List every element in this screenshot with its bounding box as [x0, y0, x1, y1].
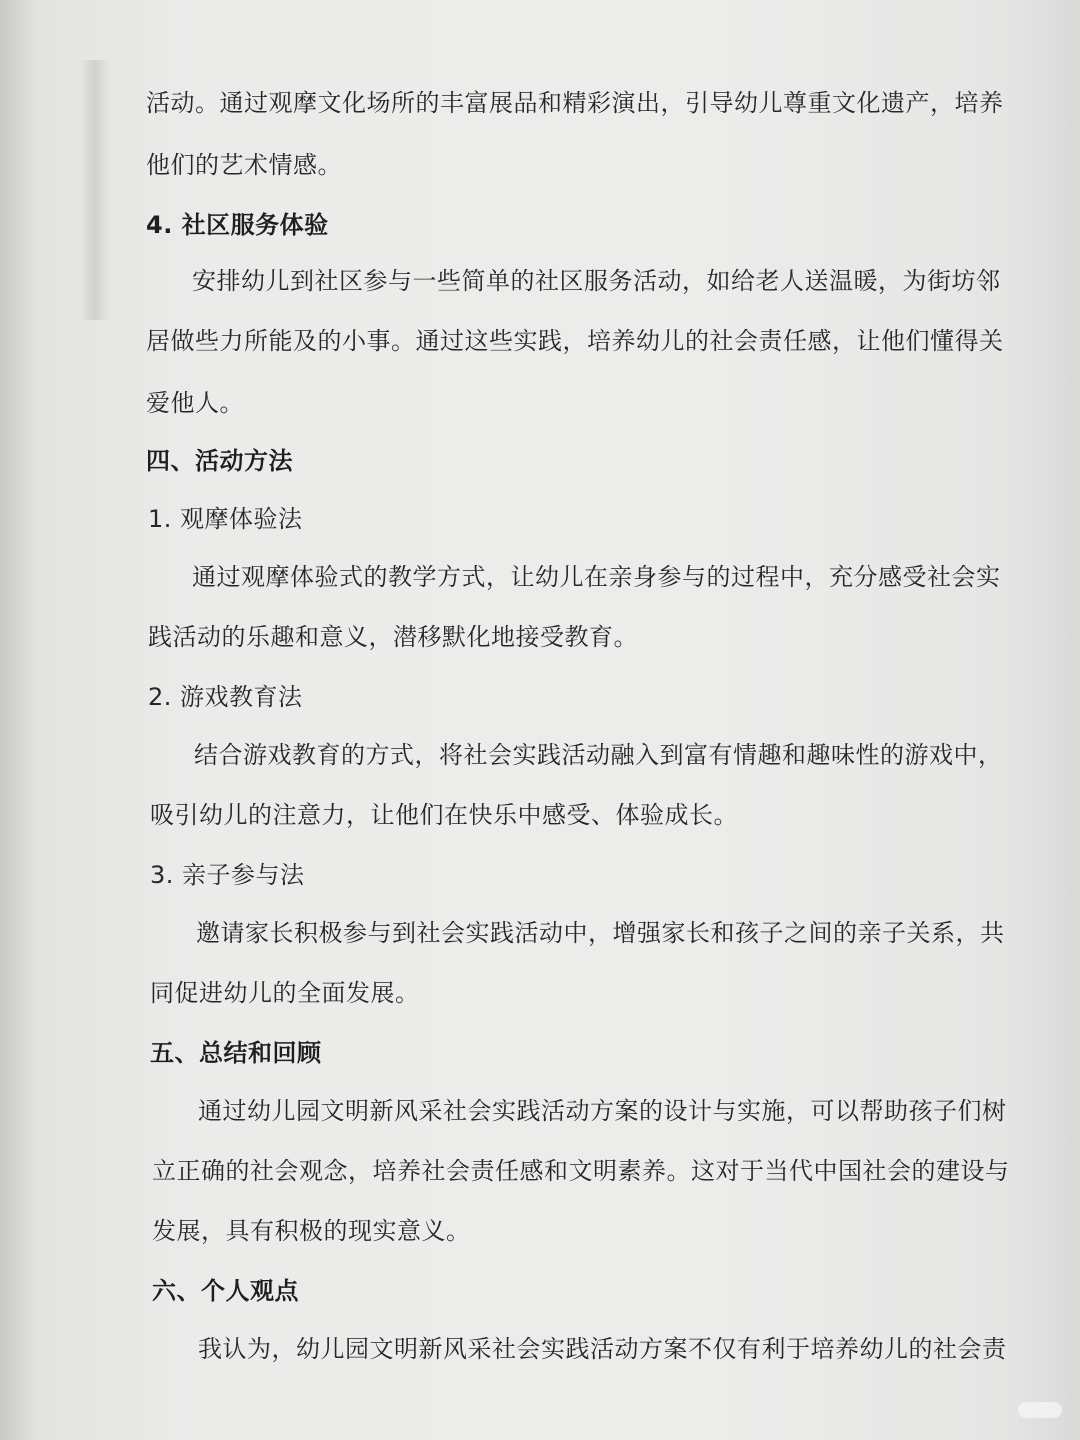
subsection-heading: 1. 观摩体验法 — [148, 505, 303, 533]
watermark-badge — [1018, 1402, 1062, 1418]
subsection-heading: 2. 游戏教育法 — [148, 683, 303, 711]
section-heading: 五、总结和回顾 — [150, 1039, 322, 1067]
paragraph-line: 邀请家长积极参与到社会实践活动中，增强家长和孩子之间的亲子关系，共 — [196, 919, 1005, 947]
scan-shadow — [80, 60, 110, 320]
paragraph-line: 活动。通过观摩文化场所的丰富展品和精彩演出，引导幼儿尊重文化遗产，培养 — [146, 89, 1004, 117]
paragraph-line: 通过观摩体验式的教学方式，让幼儿在亲身参与的过程中，充分感受社会实 — [192, 563, 1001, 591]
subsection-heading: 4. 社区服务体验 — [146, 211, 329, 239]
paragraph-line: 发展，具有积极的现实意义。 — [152, 1217, 471, 1245]
paragraph-line: 通过幼儿园文明新风采社会实践活动方案的设计与实施，可以帮助孩子们树 — [198, 1097, 1007, 1125]
section-heading: 六、个人观点 — [152, 1277, 299, 1305]
paragraph-line: 吸引幼儿的注意力，让他们在快乐中感受、体验成长。 — [150, 801, 738, 829]
paragraph-line: 安排幼儿到社区参与一些简单的社区服务活动，如给老人送温暖，为街坊邻 — [192, 267, 1001, 295]
paragraph-line: 结合游戏教育的方式，将社会实践活动融入到富有情趣和趣味性的游戏中， — [194, 741, 1003, 769]
subsection-heading: 3. 亲子参与法 — [150, 861, 305, 889]
paragraph-line: 立正确的社会观念，培养社会责任感和文明素养。这对于当代中国社会的建设与 — [152, 1157, 1010, 1185]
paragraph-line: 我认为，幼儿园文明新风采社会实践活动方案不仅有利于培养幼儿的社会责 — [198, 1335, 1007, 1363]
paragraph-line: 他们的艺术情感。 — [146, 151, 342, 179]
section-heading: 四、活动方法 — [146, 447, 293, 475]
paragraph-line: 爱他人。 — [146, 389, 244, 417]
paragraph-line: 居做些力所能及的小事。通过这些实践，培养幼儿的社会责任感，让他们懂得关 — [146, 327, 1004, 355]
paragraph-line: 践活动的乐趣和意义，潜移默化地接受教育。 — [148, 623, 638, 651]
paragraph-line: 同促进幼儿的全面发展。 — [150, 979, 420, 1007]
